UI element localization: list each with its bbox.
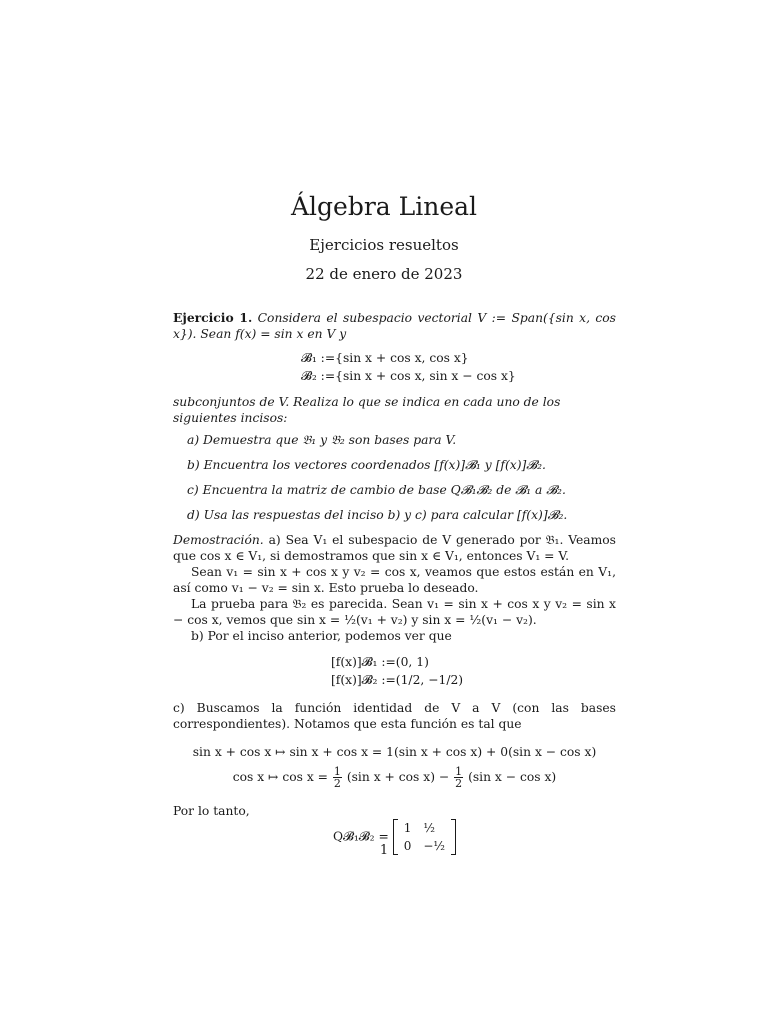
exercise-item-a: a) Demuestra que 𝔅₁ y 𝔅₂ son bases para V.	[187, 433, 457, 447]
matrix-cell: −½	[423, 839, 446, 853]
exercise-item-b: b) Encuentra los vectores coordenados [f(x)]𝓑₁ y [f(x)]𝓑₂.	[187, 458, 546, 472]
fraction-numerator: 1	[333, 765, 341, 778]
exercise-item-c: c) Encuentra la matriz de cambio de base Q𝓑₁𝓑₂ de 𝓑₁ a 𝓑₂.	[187, 483, 566, 497]
therefore-text: Por lo tanto,	[173, 804, 250, 818]
fraction-half-2	[454, 766, 463, 789]
proof-a-second: Sean v₁ = sin x + cos x y v₂ = cos x, veamos que estos están en V₁, así como v₁ − v₂ = sin x. Esto prueba lo deseado.	[173, 565, 616, 595]
proof-part-b: b) Por el inciso anterior, podemos ver que	[191, 629, 452, 643]
matrix-label: Q𝓑₁𝓑₂ =	[332, 829, 389, 844]
matrix-row	[398, 819, 451, 837]
exercise-text: Considera el subespacio vectorial V := Span({sin x, cos x}). Sean f(x) = sin x en V y	[173, 311, 616, 341]
basis-2: 𝓑₂ :={sin x + cos x, sin x − cos x}	[301, 369, 516, 383]
fraction-denominator: 2	[455, 777, 463, 790]
document-title: Álgebra Lineal	[290, 192, 478, 221]
fraction-numerator: 1	[455, 765, 463, 778]
basis-1: 𝓑₁ :={sin x + cos x, cos x}	[301, 351, 469, 365]
coordinate-vector-1: [f(x)]𝓑₁ :=(0, 1)	[331, 655, 429, 669]
fraction-half-1	[333, 766, 342, 789]
matrix-cell: ½	[423, 821, 435, 835]
exercise-item-d: d) Usa las respuestas del inciso b) y c) para calcular [f(x)]𝓑₂.	[187, 508, 568, 522]
fraction-denominator: 2	[333, 777, 341, 790]
coordinate-vectors	[331, 654, 616, 690]
document-date: 22 de enero de 2023	[305, 265, 463, 283]
document-body	[173, 310, 616, 859]
identity-map-1: sin x + cos x ↦ sin x + cos x = 1(sin x + cos x) + 0(sin x − cos x)	[192, 745, 597, 759]
basis-definitions	[301, 350, 616, 386]
exercise-continuation: subconjuntos de V. Realiza lo que se indica en cada uno de los siguientes incisos:	[173, 395, 561, 425]
map2-left: cos x ↦ cos x =	[232, 770, 328, 784]
exercise-items	[187, 432, 616, 523]
proof-part-a	[173, 532, 616, 564]
map2-right: (sin x − cos x)	[468, 770, 557, 784]
matrix-cell: 1	[403, 821, 412, 835]
map2-mid: (sin x + cos x) −	[346, 770, 450, 784]
matrix-cell: 0	[403, 839, 412, 853]
exercise-statement	[173, 310, 616, 342]
page-number: 1	[379, 843, 389, 858]
proof-a-third: La prueba para 𝔅₂ es parecida. Sean v₁ = sin x + cos x y v₂ = sin x − cos x, vemos que sin x = ½(v₁ + v₂) y sin x = ½(v₁ − v₂).	[173, 597, 616, 627]
document-subtitle: Ejercicios resueltos	[309, 236, 459, 254]
proof-part-c: c) Buscamos la función identidad de V a V (con las bases correspondientes). Notamos que esta función es tal que	[173, 701, 616, 731]
proof-label: Demostración.	[173, 533, 264, 547]
identity-map-2	[173, 766, 616, 789]
exercise-label: Ejercicio 1.	[173, 310, 253, 325]
proof-a-text: a) Sea V₁ el subespacio de V generado por 𝔅₁. Veamos que cos x ∈ V₁, si demostramos que sin x ∈ V₁, entonces V₁ = V.	[173, 533, 616, 563]
coordinate-vector-2: [f(x)]𝓑₂ :=(1/2, −1/2)	[331, 673, 464, 687]
